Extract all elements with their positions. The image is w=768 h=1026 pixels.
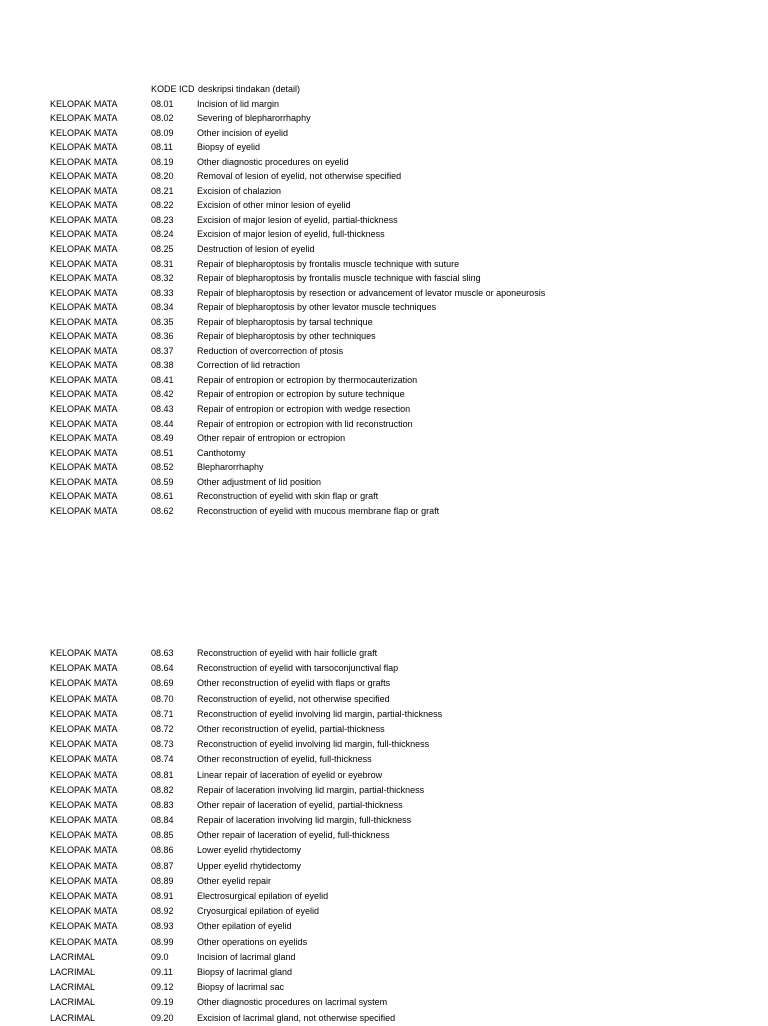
table-row bbox=[0, 358, 768, 373]
table-row bbox=[0, 446, 768, 461]
description-cell: Excision of major lesion of eyelid, partial-thickness bbox=[197, 214, 398, 225]
description-cell: Canthotomy bbox=[197, 447, 246, 458]
area-cell: KELOPAK MATA bbox=[50, 374, 118, 385]
area-cell: KELOPAK MATA bbox=[50, 316, 118, 327]
area-cell: KELOPAK MATA bbox=[50, 936, 118, 947]
area-cell: KELOPAK MATA bbox=[50, 505, 118, 516]
code-cell: 08.09 bbox=[151, 127, 174, 138]
table-row bbox=[0, 329, 768, 344]
area-cell: LACRIMAL bbox=[50, 966, 96, 977]
description-cell: Biopsy of eyelid bbox=[197, 142, 261, 153]
area-cell: KELOPAK MATA bbox=[50, 302, 118, 313]
table-rows-2 bbox=[0, 646, 768, 1026]
description-cell: Repair of entropion or ectropion by suture technique bbox=[197, 389, 405, 400]
code-cell: 08.92 bbox=[151, 906, 174, 917]
description-cell: Other repair of laceration of eyelid, partial-thickness bbox=[197, 799, 403, 810]
code-cell: 08.11 bbox=[151, 142, 173, 153]
table-row bbox=[0, 387, 768, 402]
table-row bbox=[0, 97, 768, 112]
description-cell: Other epilation of eyelid bbox=[197, 921, 292, 932]
code-cell: 08.85 bbox=[151, 830, 174, 841]
description-cell: Excision of chalazion bbox=[197, 185, 282, 196]
description-cell: Repair of blepharoptosis by frontalis muscle technique with fascial sling bbox=[197, 273, 481, 284]
description-cell: Other reconstruction of eyelid, full-thickness bbox=[197, 754, 372, 765]
description-cell: Other reconstruction of eyelid with flaps or grafts bbox=[197, 678, 391, 689]
description-cell: Repair of blepharoptosis by resection or advancement of levator muscle or aponeurosis bbox=[197, 287, 546, 298]
description-cell: Excision of other minor lesion of eyelid bbox=[197, 200, 351, 211]
header-desc-label: deskripsi tindakan (detail) bbox=[198, 84, 301, 94]
code-cell: 08.32 bbox=[151, 273, 174, 284]
area-cell: KELOPAK MATA bbox=[50, 142, 118, 153]
table-row bbox=[0, 935, 768, 950]
table-rows-1 bbox=[0, 97, 768, 519]
table-row bbox=[0, 692, 768, 707]
area-cell: KELOPAK MATA bbox=[50, 156, 118, 167]
code-cell: 08.84 bbox=[151, 815, 174, 826]
description-cell: Other diagnostic procedures on eyelid bbox=[197, 156, 349, 167]
area-cell: KELOPAK MATA bbox=[50, 739, 118, 750]
area-cell: KELOPAK MATA bbox=[50, 921, 118, 932]
table-row bbox=[0, 768, 768, 783]
description-cell: Other operations on eyelids bbox=[197, 936, 308, 947]
area-cell: KELOPAK MATA bbox=[50, 389, 118, 400]
description-cell: Repair of blepharoptosis by frontalis muscle technique with suture bbox=[197, 258, 460, 269]
table-row bbox=[0, 828, 768, 843]
area-cell: LACRIMAL bbox=[50, 997, 96, 1008]
area-cell: KELOPAK MATA bbox=[50, 723, 118, 734]
code-cell: 09.20 bbox=[151, 1012, 174, 1023]
code-cell: 08.31 bbox=[151, 258, 174, 269]
table-row bbox=[0, 300, 768, 315]
table-header-row bbox=[0, 82, 768, 97]
area-cell: KELOPAK MATA bbox=[50, 830, 118, 841]
area-cell: KELOPAK MATA bbox=[50, 678, 118, 689]
description-cell: Reduction of overcorrection of ptosis bbox=[197, 345, 344, 356]
code-cell: 08.83 bbox=[151, 799, 174, 810]
code-cell: 08.43 bbox=[151, 404, 174, 415]
area-cell: KELOPAK MATA bbox=[50, 799, 118, 810]
description-cell: Lower eyelid rhytidectomy bbox=[197, 845, 302, 856]
icd-table-block-2 bbox=[0, 646, 768, 1026]
area-cell: KELOPAK MATA bbox=[50, 171, 118, 182]
area-cell: KELOPAK MATA bbox=[50, 331, 118, 342]
table-row bbox=[0, 155, 768, 170]
description-cell: Repair of blepharoptosis by other techniques bbox=[197, 331, 376, 342]
table-row bbox=[0, 752, 768, 767]
table-row bbox=[0, 286, 768, 301]
area-cell: KELOPAK MATA bbox=[50, 345, 118, 356]
table-row bbox=[0, 373, 768, 388]
area-cell: KELOPAK MATA bbox=[50, 113, 118, 124]
description-cell: Upper eyelid rhytidectomy bbox=[197, 860, 302, 871]
table-row bbox=[0, 475, 768, 490]
code-cell: 08.91 bbox=[151, 891, 174, 901]
area-cell: KELOPAK MATA bbox=[50, 214, 118, 225]
area-cell: KELOPAK MATA bbox=[50, 875, 118, 886]
code-cell: 08.63 bbox=[151, 648, 174, 658]
table-row bbox=[0, 904, 768, 919]
code-cell: 08.89 bbox=[151, 875, 174, 886]
code-cell: 08.21 bbox=[151, 185, 174, 196]
table-row bbox=[0, 460, 768, 475]
description-cell: Reconstruction of eyelid involving lid margin, partial-thickness bbox=[197, 708, 443, 719]
code-cell: 08.81 bbox=[151, 769, 174, 780]
table-row bbox=[0, 707, 768, 722]
code-cell: 08.23 bbox=[151, 214, 174, 225]
code-cell: 08.24 bbox=[151, 229, 174, 240]
table-row bbox=[0, 315, 768, 330]
area-cell: KELOPAK MATA bbox=[50, 229, 118, 240]
description-cell: Reconstruction of eyelid with skin flap or graft bbox=[197, 491, 379, 502]
code-cell: 08.38 bbox=[151, 360, 174, 371]
code-cell: 08.82 bbox=[151, 784, 174, 795]
code-cell: 08.49 bbox=[151, 433, 174, 444]
description-cell: Excision of lacrimal gland, not otherwise specified bbox=[197, 1012, 396, 1023]
area-cell: KELOPAK MATA bbox=[50, 287, 118, 298]
code-cell: 08.42 bbox=[151, 389, 174, 400]
area-cell: KELOPAK MATA bbox=[50, 447, 118, 458]
code-cell: 08.99 bbox=[151, 936, 174, 947]
table-row bbox=[0, 995, 768, 1010]
description-cell: Other reconstruction of eyelid, partial-thickness bbox=[197, 723, 385, 734]
table-row bbox=[0, 950, 768, 965]
table-row bbox=[0, 661, 768, 676]
code-cell: 08.36 bbox=[151, 331, 174, 342]
area-cell: KELOPAK MATA bbox=[50, 815, 118, 826]
area-cell: KELOPAK MATA bbox=[50, 708, 118, 719]
description-cell: Electrosurgical epilation of eyelid bbox=[197, 891, 329, 901]
code-cell: 08.22 bbox=[151, 200, 174, 211]
code-cell: 08.62 bbox=[151, 505, 174, 516]
description-cell: Excision of major lesion of eyelid, full-thickness bbox=[197, 229, 385, 240]
code-cell: 08.19 bbox=[151, 156, 174, 167]
area-cell: KELOPAK MATA bbox=[50, 845, 118, 856]
code-cell: 09.0 bbox=[151, 951, 169, 962]
table-row bbox=[0, 737, 768, 752]
description-cell: Incision of lacrimal gland bbox=[197, 951, 296, 962]
area-cell: KELOPAK MATA bbox=[50, 693, 118, 704]
area-cell: KELOPAK MATA bbox=[50, 433, 118, 444]
area-cell: KELOPAK MATA bbox=[50, 185, 118, 196]
area-cell: KELOPAK MATA bbox=[50, 891, 118, 901]
description-cell: Repair of entropion or ectropion by thermocauterization bbox=[197, 374, 418, 385]
code-cell: 08.44 bbox=[151, 418, 174, 429]
code-cell: 08.51 bbox=[151, 447, 174, 458]
area-cell: KELOPAK MATA bbox=[50, 663, 118, 674]
description-cell: Repair of blepharoptosis by tarsal technique bbox=[197, 316, 373, 327]
area-cell: KELOPAK MATA bbox=[50, 860, 118, 871]
table-row bbox=[0, 874, 768, 889]
code-cell: 08.86 bbox=[151, 845, 174, 856]
code-cell: 08.71 bbox=[151, 708, 174, 719]
table-row bbox=[0, 919, 768, 934]
description-cell: Other adjustment of lid position bbox=[197, 476, 322, 487]
code-cell: 08.74 bbox=[151, 754, 174, 765]
area-cell: LACRIMAL bbox=[50, 982, 96, 993]
description-cell: Repair of blepharoptosis by other levator muscle techniques bbox=[197, 302, 437, 313]
table-row bbox=[0, 722, 768, 737]
code-cell: 09.12 bbox=[151, 982, 174, 993]
table-row bbox=[0, 257, 768, 272]
area-cell: KELOPAK MATA bbox=[50, 98, 118, 109]
area-cell: KELOPAK MATA bbox=[50, 906, 118, 917]
area-cell: KELOPAK MATA bbox=[50, 769, 118, 780]
area-cell: KELOPAK MATA bbox=[50, 648, 118, 658]
description-cell: Reconstruction of eyelid, not otherwise specified bbox=[197, 693, 390, 704]
area-cell: KELOPAK MATA bbox=[50, 360, 118, 371]
description-cell: Repair of entropion or ectropion with wedge resection bbox=[197, 404, 411, 415]
area-cell: KELOPAK MATA bbox=[50, 258, 118, 269]
code-cell: 08.41 bbox=[151, 374, 174, 385]
table-row bbox=[0, 859, 768, 874]
description-cell: Destruction of lesion of eyelid bbox=[197, 244, 315, 255]
code-cell: 08.33 bbox=[151, 287, 174, 298]
area-cell: KELOPAK MATA bbox=[50, 418, 118, 429]
code-cell: 08.70 bbox=[151, 693, 174, 704]
area-cell: KELOPAK MATA bbox=[50, 200, 118, 211]
table-row bbox=[0, 126, 768, 141]
icd-table-block-1 bbox=[0, 82, 768, 518]
description-cell: Other incision of eyelid bbox=[197, 127, 289, 138]
table-row bbox=[0, 213, 768, 228]
table-row bbox=[0, 431, 768, 446]
description-cell: Reconstruction of eyelid with hair follicle graft bbox=[197, 648, 378, 658]
area-cell: KELOPAK MATA bbox=[50, 476, 118, 487]
area-cell: KELOPAK MATA bbox=[50, 754, 118, 765]
table-row bbox=[0, 227, 768, 242]
table-row bbox=[0, 798, 768, 813]
code-cell: 08.61 bbox=[151, 491, 174, 502]
area-cell: KELOPAK MATA bbox=[50, 273, 118, 284]
table-row bbox=[0, 344, 768, 359]
table-row bbox=[0, 111, 768, 126]
table-row bbox=[0, 198, 768, 213]
area-cell: KELOPAK MATA bbox=[50, 491, 118, 502]
table-row bbox=[0, 402, 768, 417]
table-row bbox=[0, 504, 768, 519]
description-cell: Repair of laceration involving lid margin, partial-thickness bbox=[197, 784, 425, 795]
description-cell: Correction of lid retraction bbox=[197, 360, 301, 371]
code-cell: 08.52 bbox=[151, 462, 174, 473]
code-cell: 08.73 bbox=[151, 739, 174, 750]
table-row bbox=[0, 271, 768, 286]
description-cell: Severing of blepharorrhaphy bbox=[197, 113, 311, 124]
code-cell: 08.37 bbox=[151, 345, 174, 356]
code-cell: 08.20 bbox=[151, 171, 174, 182]
description-cell: Other repair of laceration of eyelid, full-thickness bbox=[197, 830, 390, 841]
code-cell: 08.87 bbox=[151, 860, 174, 871]
description-cell: Linear repair of laceration of eyelid or eyebrow bbox=[197, 769, 383, 780]
code-cell: 08.01 bbox=[151, 98, 174, 109]
area-cell: LACRIMAL bbox=[50, 1012, 96, 1023]
table-row bbox=[0, 965, 768, 980]
table-row bbox=[0, 889, 768, 904]
description-cell: Biopsy of lacrimal sac bbox=[197, 982, 285, 993]
code-cell: 08.59 bbox=[151, 476, 174, 487]
description-cell: Blepharorrhaphy bbox=[197, 462, 264, 473]
area-cell: LACRIMAL bbox=[50, 951, 96, 962]
description-cell: Reconstruction of eyelid with tarsoconjunctival flap bbox=[197, 663, 399, 674]
description-cell: Repair of laceration involving lid margin, full-thickness bbox=[197, 815, 412, 826]
table-row bbox=[0, 843, 768, 858]
description-cell: Other eyelid repair bbox=[197, 875, 272, 886]
description-cell: Other diagnostic procedures on lacrimal system bbox=[197, 997, 388, 1008]
code-cell: 08.69 bbox=[151, 678, 174, 689]
code-cell: 08.34 bbox=[151, 302, 174, 313]
table-row bbox=[0, 169, 768, 184]
table-row bbox=[0, 242, 768, 257]
code-cell: 08.64 bbox=[151, 663, 174, 674]
code-cell: 09.11 bbox=[151, 966, 173, 977]
code-cell: 08.02 bbox=[151, 113, 174, 124]
table-row bbox=[0, 813, 768, 828]
table-row bbox=[0, 140, 768, 155]
area-cell: KELOPAK MATA bbox=[50, 462, 118, 473]
description-cell: Removal of lesion of eyelid, not otherwise specified bbox=[197, 171, 402, 182]
code-cell: 08.72 bbox=[151, 723, 174, 734]
area-cell: KELOPAK MATA bbox=[50, 244, 118, 255]
table-row bbox=[0, 646, 768, 661]
table-row bbox=[0, 783, 768, 798]
table-row bbox=[0, 417, 768, 432]
code-cell: 08.93 bbox=[151, 921, 174, 932]
area-cell: KELOPAK MATA bbox=[50, 784, 118, 795]
description-cell: Reconstruction of eyelid with mucous membrane flap or graft bbox=[197, 505, 440, 516]
header-code-label: KODE ICD bbox=[151, 84, 195, 94]
code-cell: 08.35 bbox=[151, 316, 174, 327]
description-cell: Biopsy of lacrimal gland bbox=[197, 966, 293, 977]
table-row bbox=[0, 980, 768, 995]
code-cell: 09.19 bbox=[151, 997, 174, 1008]
table-row bbox=[0, 184, 768, 199]
description-cell: Cryosurgical epilation of eyelid bbox=[197, 906, 320, 917]
table-row bbox=[0, 489, 768, 504]
code-cell: 08.25 bbox=[151, 244, 174, 255]
description-cell: Incision of lid margin bbox=[197, 98, 280, 109]
description-cell: Repair of entropion or ectropion with lid reconstruction bbox=[197, 418, 413, 429]
area-cell: KELOPAK MATA bbox=[50, 127, 118, 138]
area-cell: KELOPAK MATA bbox=[50, 404, 118, 415]
table-row bbox=[0, 1011, 768, 1026]
table-row bbox=[0, 676, 768, 691]
description-cell: Reconstruction of eyelid involving lid margin, full-thickness bbox=[197, 739, 430, 750]
description-cell: Other repair of entropion or ectropion bbox=[197, 433, 346, 444]
